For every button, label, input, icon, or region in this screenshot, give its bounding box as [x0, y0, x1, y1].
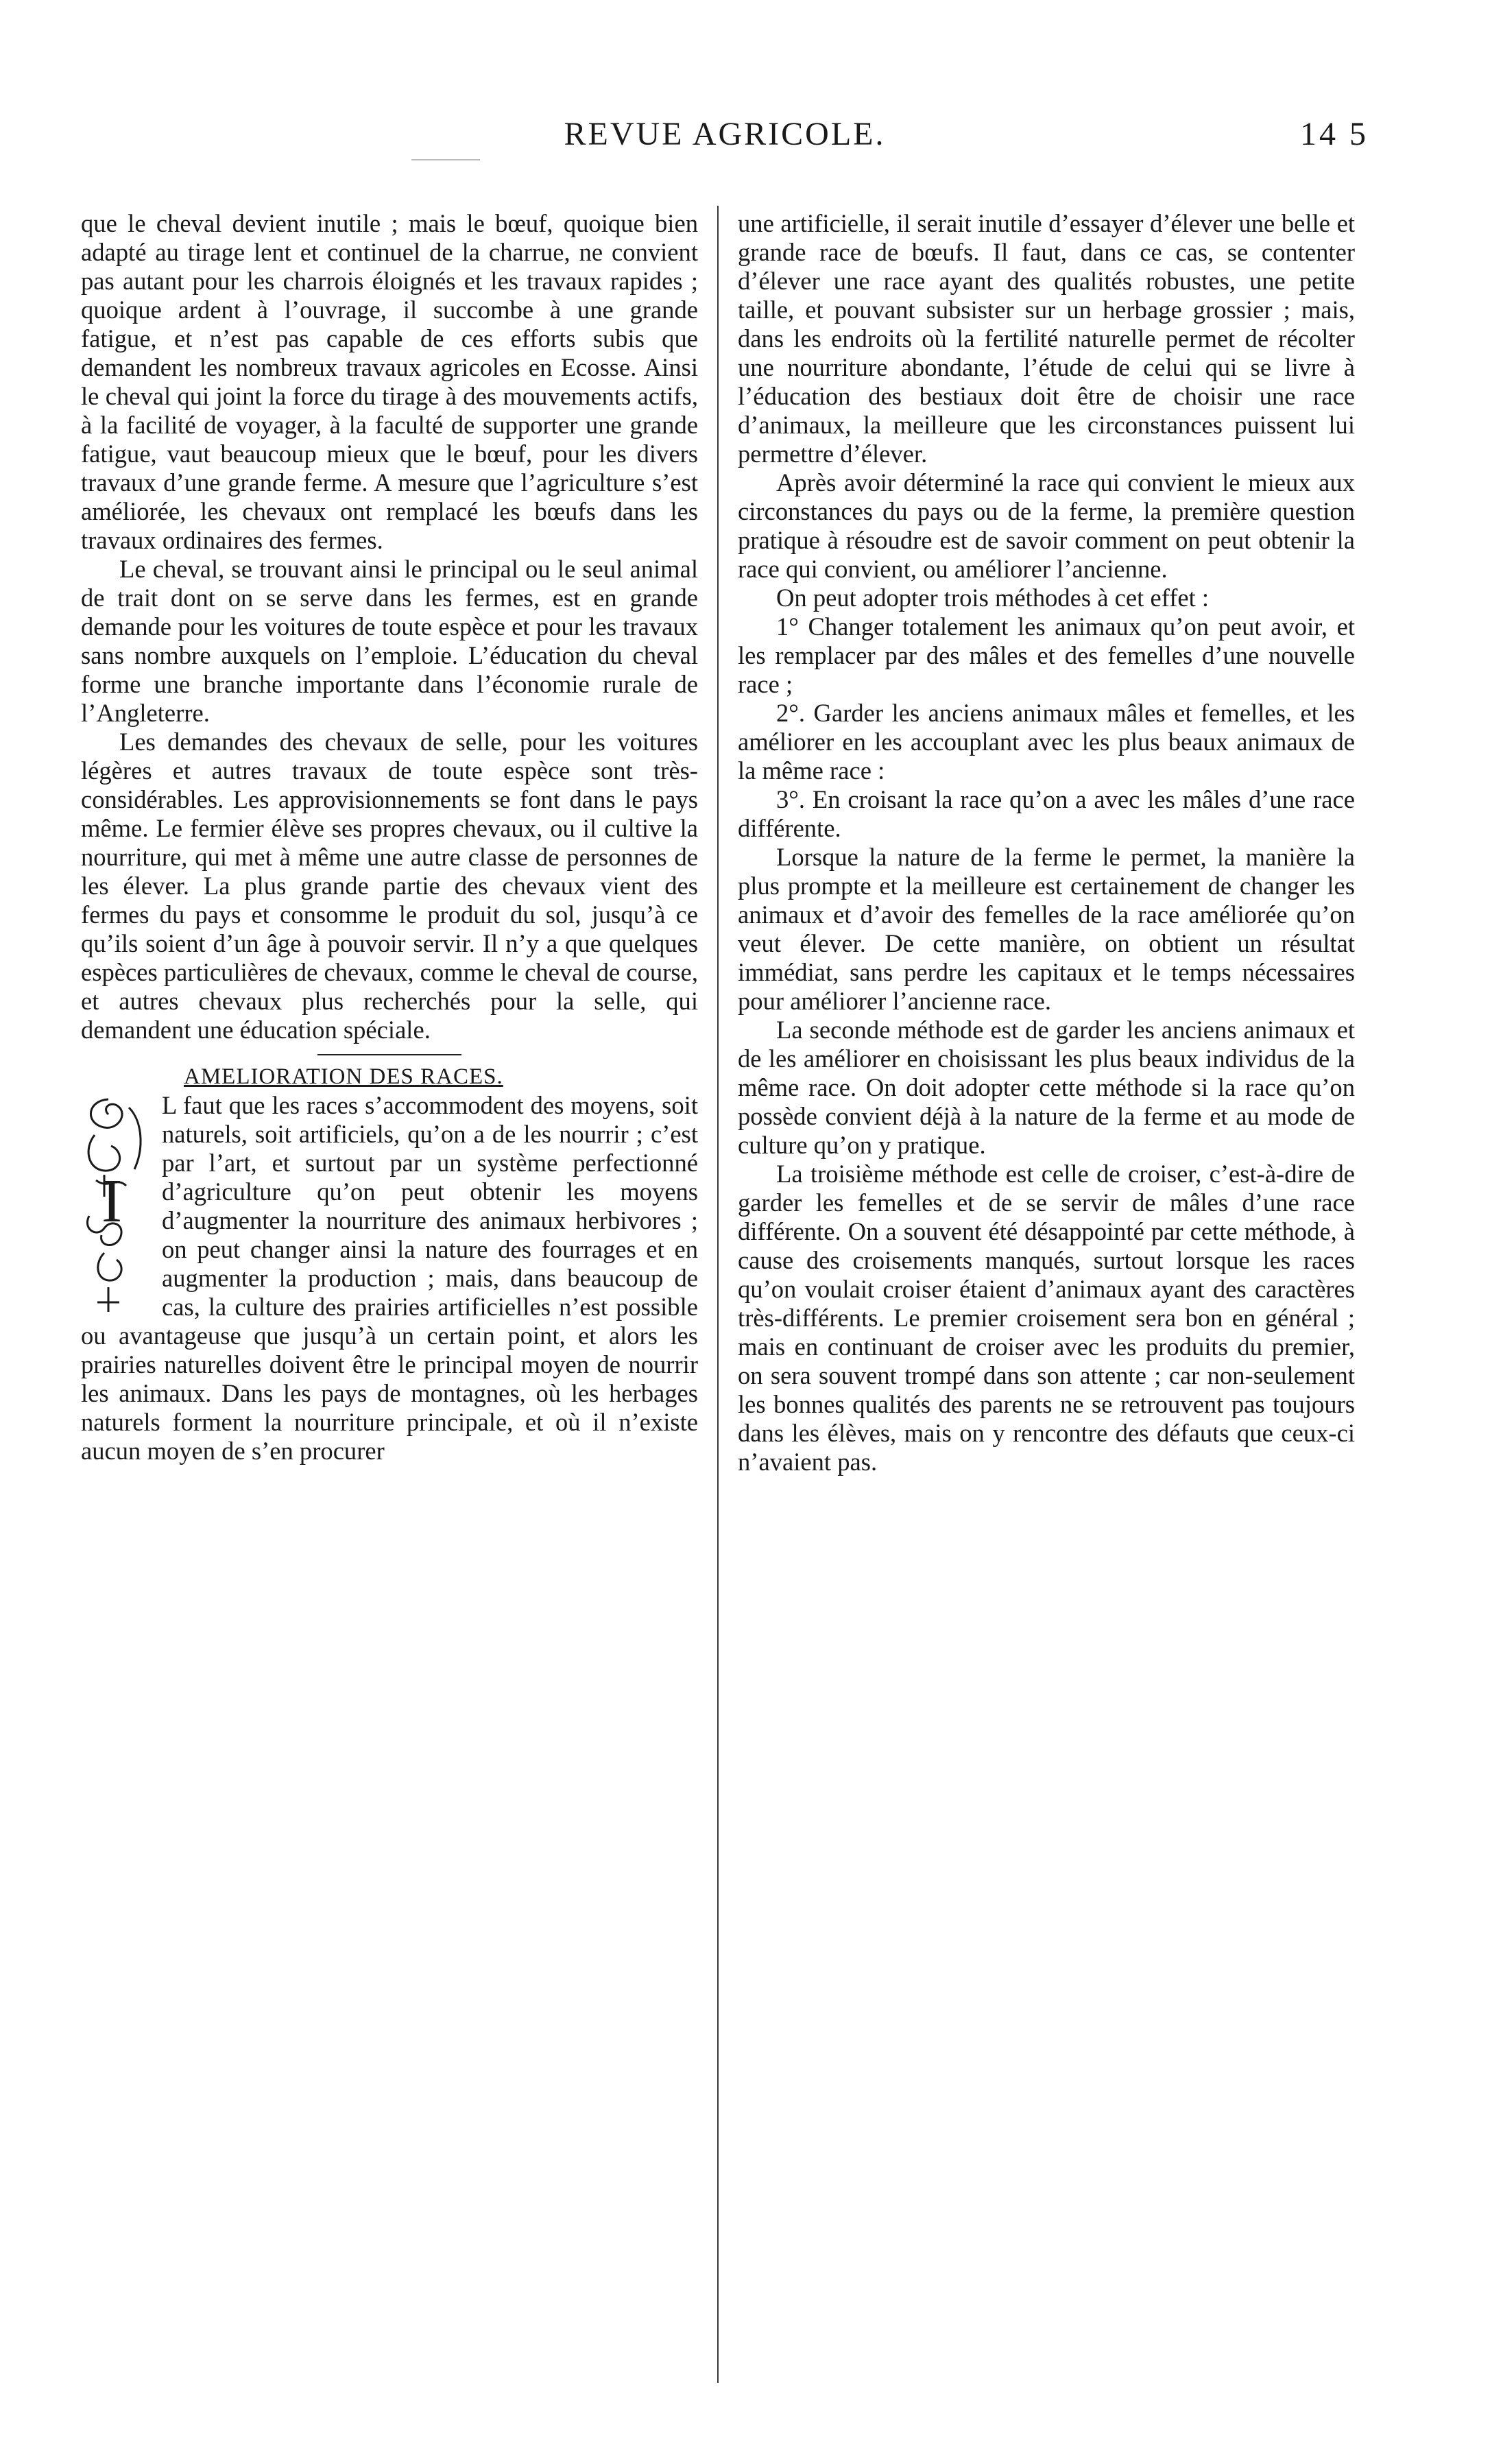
- paragraph: une artificielle, il serait inutile d’essayer d’élever une belle et grande race de bœufs. Il faut, dans ce cas, se contenter d’élever une race ayant des qualités robustes, une petite taille, et pouvant subsister sur un herbage grossier ; mais, dans les endroits où la fertilité naturelle permet de récolter une nourriture abondante, l’étude de celui qui se livre à l’éducation des bestiaux doit être de choisir une race d’animaux, la meilleure que les circonstances puissent lui permettre d’élever.: [738, 209, 1355, 468]
- left-column: [81, 209, 698, 1466]
- column-divider: [717, 206, 719, 2383]
- running-title: REVUE AGRICOLE.: [564, 116, 886, 152]
- section-divider: [317, 1054, 461, 1055]
- ornamental-initial-letter: [81, 1094, 155, 1319]
- dropcap-letter: I: [101, 1167, 122, 1235]
- paragraph: La troisième méthode est celle de croiser, c’est-à-dire de garder les femelles et de se servir de mâles d’une race différente. On a souvent été désappointé par cette méthode, à cause des croisements manqués, surtout lorsque les races qu’on voulait croiser étaient d’animaux ayant des caractères très-différents. Le premier croisement sera bon en général ; mais en continuant de croiser avec les produits du premier, on sera souvent trompé dans son attente ; car non-seulement les bonnes qualités des parents ne se retrouvent pas toujours dans les élèves, mais on y rencontre des défauts que ceux-ci n’avaient pas.: [738, 1160, 1355, 1476]
- paragraph: que le cheval devient inutile ; mais le bœuf, quoique bien adapté au tirage lent et continuel de la charrue, ne convient pas autant pour les charrois éloignés et les travaux rapides ; quoique ardent à l’ouvrage, il succombe à une grande fatigue, et n’est pas capable de ces efforts subis que demandent les nombreux travaux agricoles en Ecosse. Ainsi le cheval qui joint la force du tirage à des mouvements actifs, à la facilité de voyager, à la faculté de supporter une grande fatigue, vaut beaucoup mieux que le bœuf, pour les divers travaux d’une grande ferme. A mesure que l’agriculture s’est améliorée, les chevaux ont remplacé les bœufs dans les travaux ordinaires des fermes.: [81, 209, 698, 554]
- list-item: 1° Changer totalement les animaux qu’on peut avoir, et les remplacer par des mâles et des femelles d’une nouvelle race ;: [738, 612, 1355, 698]
- paragraph: Après avoir déterminé la race qui convient le mieux aux circonstances du pays ou de la ferme, la première question pratique à résoudre est de savoir comment on peut obtenir la race qui convient, ou améliorer l’ancienne.: [738, 468, 1355, 583]
- page-number: 14 5: [1300, 116, 1369, 152]
- running-header: [81, 115, 1369, 163]
- paragraph: On peut adopter trois méthodes à cet effet :: [776, 584, 1210, 612]
- section-paragraph: L faut que les races s’accommodent des moyens, soit naturels, soit artificiels, qu’on a de les nourrir ; c’est par l’art, et surtout par un système perfectionné d’agriculture qu’on peut obtenir les moyens d’augmenter la nourriture des animaux herbivores ; on peut changer ainsi la nature des fourrages et en augmenter la production ; mais, dans beaucoup de cas, la culture des prairies artificielles n’est possible ou avantageuse que jusqu’à un certain point, et alors les prairies naturelles doivent être le principal moyen de nourrir les animaux. Dans les pays de montagnes, où les herbages naturels forment la nourriture principale, et où il n’existe aucun moyen de s’en procurer: [81, 1091, 698, 1465]
- header-rule: [411, 159, 480, 160]
- paragraph: La seconde méthode est de garder les anciens animaux et de les améliorer en choisissant les plus beaux individus de la même race. On doit adopter cette méthode si la race qu’on possède convient déjà à la nature de la ferme et au mode de culture qu’on y pratique.: [738, 1016, 1355, 1159]
- paragraph: Lorsque la nature de la ferme le permet, la manière la plus prompte et la meilleure est certainement de changer les animaux et d’avoir des femelles de la race améliorée qu’on veut élever. De cette manière, on obtient un résultat immédiat, sans perdre les capitaux et le temps nécessaires pour améliorer l’ancienne race.: [738, 843, 1355, 1015]
- paragraph: Les demandes des chevaux de selle, pour les voitures légères et autres travaux de toute espèce sont très-considérables. Les approvisionnements se font dans le pays même. Le fermier élève ses propres chevaux, ou il cultive la nourriture, qui met à même une autre classe de personnes de les élever. La plus grande partie des chevaux vient des fermes du pays et consomme le produit du sol, jusqu’à ce qu’ils soient d’un âge à pouvoir servir. Il n’y a que quelques espèces particulières de chevaux, comme le cheval de course, et autres chevaux plus recherchés pour la selle, qui demandent une éducation spéciale.: [81, 728, 698, 1044]
- list-item: 3°. En croisant la race qu’on a avec les mâles d’une race différente.: [738, 785, 1355, 842]
- paragraph: Le cheval, se trouvant ainsi le principal ou le seul animal de trait dont on se serve dans les fermes, est en grande demande pour les voitures de toute espèce et pour les travaux sans nombre auxquels on l’emploie. L’éducation du cheval forme une branche importante dans l’économie rurale de l’Angleterre.: [81, 555, 698, 727]
- right-column: [738, 209, 1355, 1476]
- section-heading: AMELIORATION DES RACES.: [184, 1064, 503, 1089]
- list-item: 2°. Garder les anciens animaux mâles et femelles, et les améliorer en les accouplant avec les plus beaux animaux de la même race :: [738, 699, 1355, 785]
